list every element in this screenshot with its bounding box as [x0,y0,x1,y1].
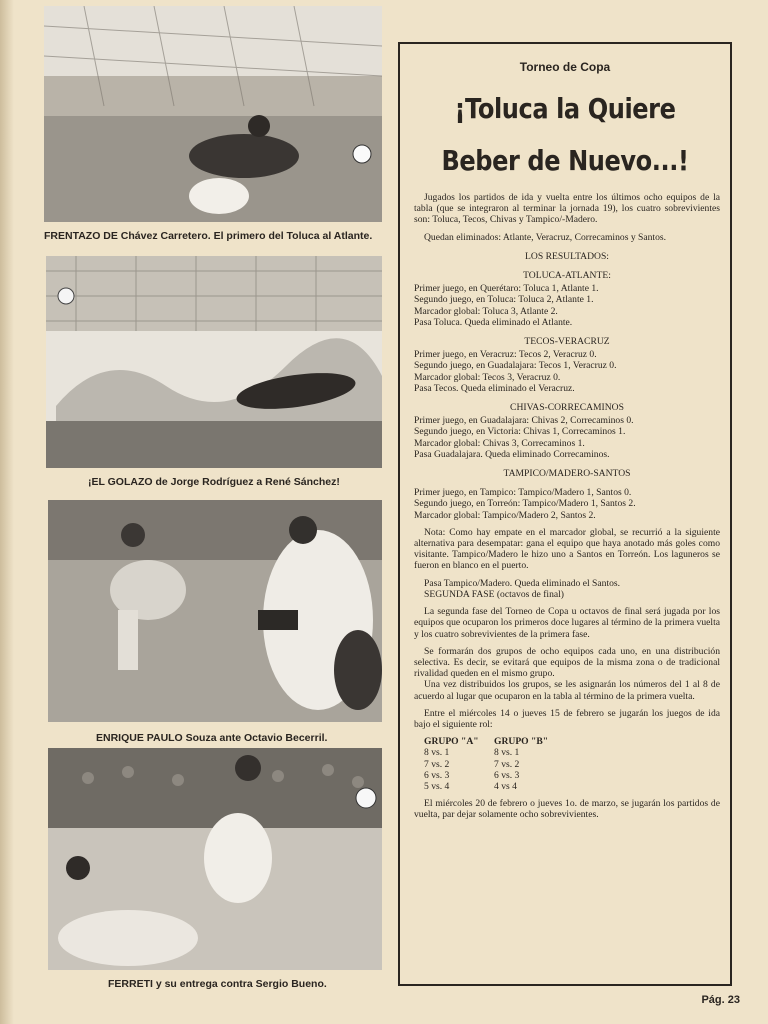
series-results-tecos [414,349,720,394]
result-line: Pasa Toluca. Queda eliminado el Atlante. [414,316,573,328]
result-line: Segundo juego, en Victoria: Chivas 1, Correcaminos 1. [414,426,626,438]
photo-ferreti [48,748,382,970]
result-line: Pasa Tecos. Queda eliminado el Veracruz. [414,382,575,394]
series-title-toluca: TOLUCA-ATLANTE: [523,270,611,282]
segunda-fase-heading: SEGUNDA FASE (octavos de final) [424,588,564,600]
group-b-title: GRUPO "B" [494,736,549,748]
group-b-match: 8 vs. 1 [494,747,520,759]
group-a-column [424,736,494,792]
series-results-toluca [414,283,720,328]
groups-table [414,736,720,792]
photo-golazo [46,256,382,468]
result-line: Segundo juego, en Toluca: Toluca 2, Atlante 1. [414,294,594,306]
group-a-match: 5 vs. 4 [424,780,450,792]
headline-line-1: ¡Toluca la Quiere [454,92,676,125]
series-title-tampico: TAMPICO/MADERO-SANTOS [503,468,631,480]
caption-frentazo: FRENTAZO DE Chávez Carretero. El primero del Toluca al Atlante. [44,230,373,242]
group-b-match: 6 vs. 3 [494,769,520,781]
grupos-paragraph: Se formarán dos grupos de ocho equipos cada uno, en una distribución selectiva. Es decir, se evitará que equipos de la misma zona o de tradicional rivalidad queden en el mismo grupo. [414,645,720,680]
result-line: Segundo juego, en Guadalajara: Tecos 1, Veracruz 0. [414,360,617,372]
group-b-column [494,736,564,792]
page-spine-shadow [0,0,14,1024]
article-kicker: Torneo de Copa [519,60,611,74]
caption-golazo: ¡EL GOLAZO de Jorge Rodríguez a René Sánchez! [88,476,340,488]
pasa-tampico-line: Pasa Tampico/Madero. Queda eliminado el Santos. [424,577,621,589]
result-line: Pasa Guadalajara. Queda eliminado Correcaminos. [414,448,610,460]
article-box [398,42,732,986]
vuelta-paragraph: El miércoles 20 de febrero o jueves 1o. de marzo, se jugarán los partidos de vuelta, par dejar solamente ocho sobrevivientes. [414,798,720,821]
soccer-header-photo [44,6,382,222]
group-a-match: 7 vs. 2 [424,758,450,770]
caption-ferreti: FERRETI y su entrega contra Sergio Bueno. [108,978,327,990]
eliminated-paragraph: Quedan eliminados: Atlante, Veracruz, Correcaminos y Santos. [424,231,667,243]
result-line: Primer juego, en Veracruz: Tecos 2, Veracruz 0. [414,349,597,361]
series-title-tecos: TECOS-VERACRUZ [524,336,610,348]
article-body [414,192,720,827]
page-number: Pág. 23 [701,994,740,1006]
segunda-fase-block [414,578,720,600]
intro-paragraph: Jugados los partidos de ida y vuelta entre los últimos ocho equipos de la tabla (que se integraron al terminar la jornada 19), los cuatro sobrevivientes son: Toluca, Tecos, Chivas y Tampico/-Madero. [414,192,720,226]
rol-paragraph: Entre el miércoles 14 o jueves 15 de febrero se jugarán los juegos de ida bajo el siguiente rol: [414,707,720,730]
series-results-chivas [414,415,720,460]
result-line: Marcador global: Chivas 3, Correcaminos 1. [414,437,585,449]
caption-enrique-paulo: ENRIQUE PAULO Souza ante Octavio Becerril. [96,732,328,744]
result-line: Primer juego, en Tampico: Tampico/Madero 1, Santos 0. [414,487,632,499]
photo-frentazo [44,6,382,222]
result-line: Primer juego, en Querétaro: Toluca 1, Atlante 1. [414,283,599,295]
tackle-photo [48,748,382,970]
result-line: Marcador global: Toluca 3, Atlante 2. [414,305,558,317]
group-b-match: 7 vs. 2 [494,758,520,770]
series-title-chivas: CHIVAS-CORRECAMINOS [510,402,624,414]
result-line: Marcador global: Tampico/Madero 2, Santos 2. [414,509,596,521]
headline-line-2: Beber de Nuevo...! [441,144,689,177]
result-line: Segundo juego, en Torreón: Tampico/Madero 1, Santos 2. [414,498,636,510]
series-results-tampico [414,487,720,521]
photo-enrique-paulo [48,500,382,722]
nota-paragraph: Nota: Como hay empate en el marcador global, se recurrió a la siguiente alternativa para desempatar: gana el equipo que haya anotado más goles como visitante. Tampico/Madero le hizo uno a Santos en Torreón. Los laguneros se fueron en blanco en el puerto. [414,526,720,572]
group-a-match: 8 vs. 1 [424,747,450,759]
segunda-fase-paragraph: La segunda fase del Torneo de Copa u octavos de final será jugada por los equipos que ocuparon los primeros doce lugares al término de la primera vuelta y los cuatro sobrevivientes de la primera fase. [414,606,720,640]
group-b-match: 4 vs 4 [494,780,517,792]
group-a-title: GRUPO "A" [424,736,479,748]
goal-save-photo [46,256,382,468]
result-line: Marcador global: Tecos 3, Veracruz 0. [414,371,561,383]
group-a-match: 6 vs. 3 [424,769,450,781]
players-duel-photo [48,500,382,722]
numeros-paragraph: Una vez distribuidos los grupos, se les asignarán los números del 1 al 8 de acuerdo al lugar que ocuparon en la tabla al término de la primera vuelta. [414,679,720,702]
result-line: Primer juego, en Guadalajara: Chivas 2, Correcaminos 0. [414,415,634,427]
results-heading: LOS RESULTADOS: [525,250,609,262]
